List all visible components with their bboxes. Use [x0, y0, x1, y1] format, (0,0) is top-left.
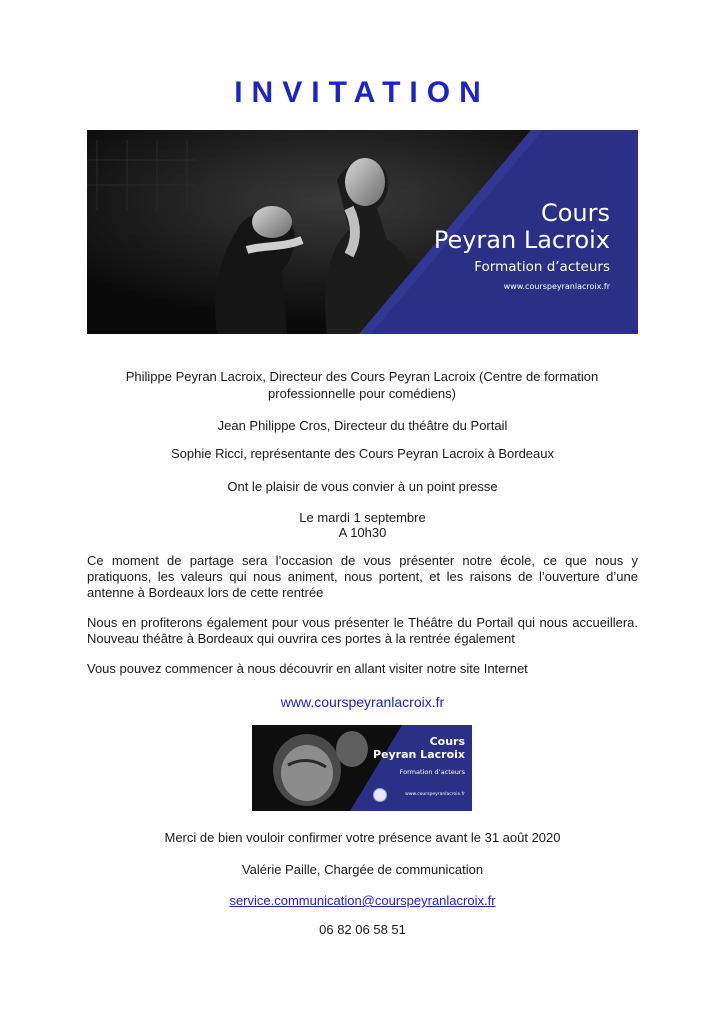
host-1: Philippe Peyran Lacroix, Directeur des Cours Peyran Lacroix (Centre de formation professionnelle pour comédiens) — [125, 369, 599, 401]
host-3: Sophie Ricci, représentante des Cours Peyran Lacroix à Bordeaux — [171, 446, 554, 461]
paragraph-website: Vous pouvez commencer à nous découvrir en allant visiter notre site Internet — [87, 661, 528, 676]
contact-phone: 06 82 06 58 51 — [319, 922, 406, 937]
event-time: A 10h30 — [338, 525, 387, 540]
banner-brand-line2: Peyran Lacroix — [433, 226, 610, 254]
banner-brand-subtitle: Formation d’acteurs — [474, 259, 610, 275]
paragraph-intro: Ce moment de partage sera l’occasion de vous présenter notre école, ce que nous y pratiquons, les valeurs qui nous animent, nous portent, et les raisons de l’ouverture d’une antenne à Bordeaux lors de cette rentrée — [87, 553, 638, 600]
banner-brand-url: www.courspeyranlacroix.fr — [503, 282, 610, 291]
page-title: INVITATION — [234, 76, 490, 109]
footer-brand-line1: Cours — [429, 735, 465, 748]
contact-name: Valérie Paille, Chargée de communication — [241, 862, 484, 877]
banner-brand — [434, 200, 610, 291]
footer-brand-line2: Peyran Lacroix — [372, 748, 465, 761]
confirm-line: Merci de bien vouloir confirmer votre présence avant le 31 août 2020 — [164, 830, 561, 845]
event-date: Le mardi 1 septembre — [299, 510, 426, 525]
seal-icon — [373, 788, 387, 802]
footer-brand-url: www.courspeyranlacroix.fr — [405, 792, 465, 797]
host-2: Jean Philippe Cros, Directeur du théâtre du Portail — [217, 418, 508, 433]
header-banner — [87, 130, 638, 334]
paragraph-theatre: Nous en profiterons également pour vous présenter le Théâtre du Portail qui nous accueillera. Nouveau théâtre à Bordeaux qui ouvrira ces portes à la rentrée également — [87, 615, 638, 646]
footer-brand-subtitle: Formation d’acteurs — [399, 768, 465, 776]
website-link[interactable]: www.courspeyranlacroix.fr — [280, 694, 445, 710]
invite-line: Ont le plaisir de vous convier à un point presse — [227, 479, 498, 494]
banner-brand-line1: Cours — [540, 199, 610, 227]
contact-email-link[interactable]: service.communication@courspeyranlacroix.fr — [229, 893, 496, 908]
footer-banner — [252, 725, 472, 811]
footer-banner-brand — [370, 735, 465, 797]
